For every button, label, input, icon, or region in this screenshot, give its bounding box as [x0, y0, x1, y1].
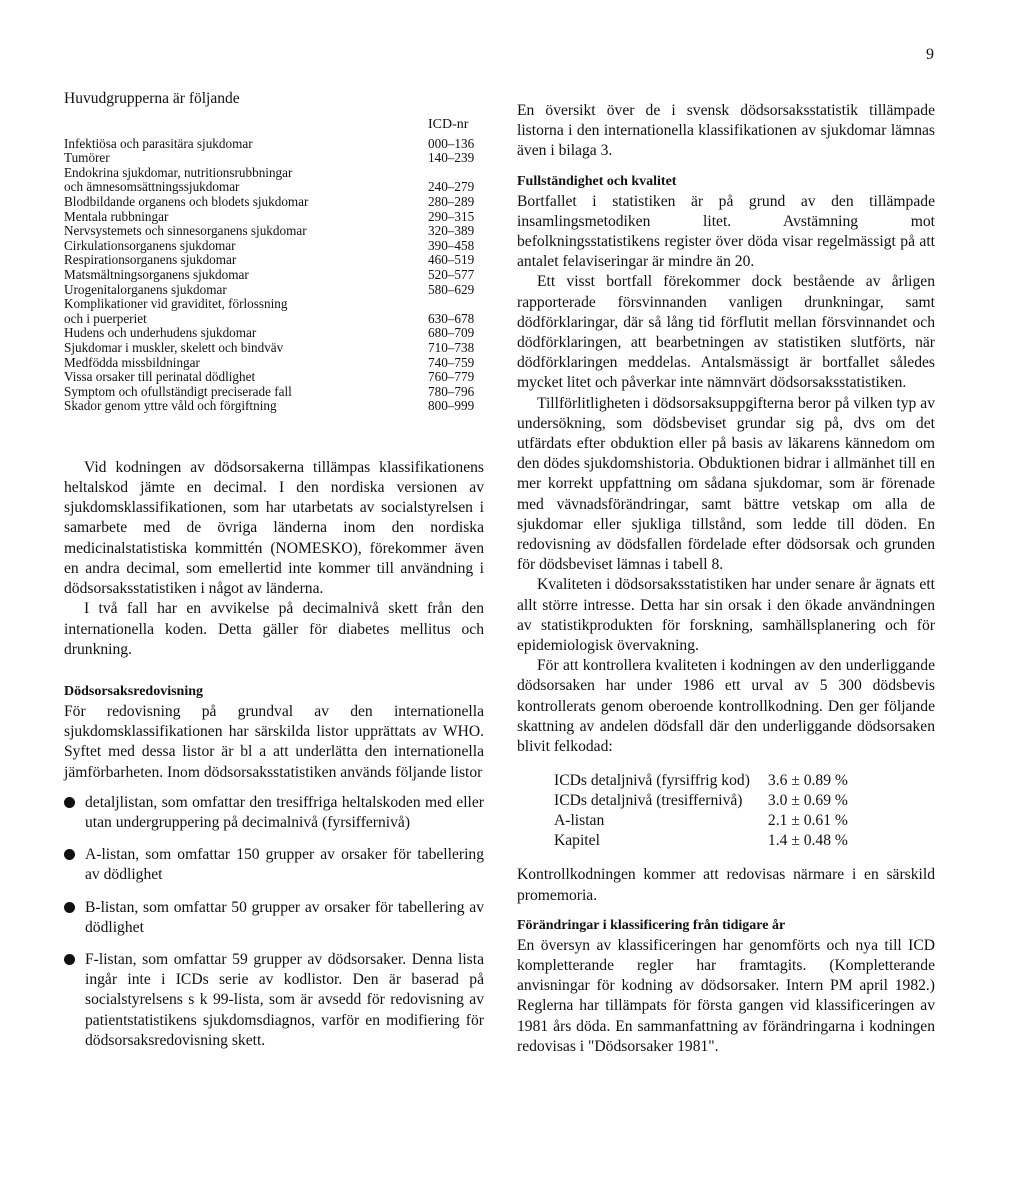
quality-value: 2.1 ± 0.61 %	[767, 812, 848, 830]
diagnosis-group-name: Skador genom yttre våld och förgiftning	[64, 398, 277, 414]
table-header-row	[64, 118, 494, 137]
subheading-fullstandighet: Fullständighet och kvalitet	[517, 173, 677, 189]
icd-table-body	[64, 137, 494, 414]
table-row	[64, 224, 494, 239]
right-column	[517, 101, 935, 1057]
quality-label: ICDs detaljnivå (fyrsiffrig kod)	[554, 772, 750, 790]
diagnosis-group-name: Infektiösa och parasitära sjukdomar	[64, 135, 253, 151]
subheading-forandringar: Förändringar i klassificering från tidigare år	[517, 917, 786, 933]
paragraph: För redovisning på grundval av den internationella sjukdomsklassifikationen har särskilda listor upprättats av WHO. Syftet med dessa listor är bl a att underlätta den internationella jämförbarheten. Inom dödsorsaksstatistiken används följande listor	[64, 702, 484, 781]
icd-code-range: 780–796	[428, 383, 475, 399]
icd-code-range: 280–289	[428, 193, 475, 209]
table-row	[64, 312, 494, 327]
table-row	[554, 791, 848, 811]
table-row	[64, 137, 494, 152]
table-row	[64, 253, 494, 268]
page-number: 9	[926, 46, 934, 63]
diagnosis-group-name: och ämnesomsättningssjukdomar	[64, 179, 240, 195]
icd-code-range: 290–315	[428, 208, 475, 224]
icd-code-range: 460–519	[428, 252, 475, 268]
paragraph: Vid kodningen av dödsorsakerna tillämpas klassifikationens heltalskod jämte en decimal. I den nordiska versionen av sjukdomsklassifikationen, som har utarbetats av socialstyrelsen i samarbete med de övriga länderna inom den nordiska medicinalstatistiska kommittén (NOMESKO), förekommer även en andra decimal, som emellertid inte kommer till användning i dödsorsaksstatistiken i något av länderna.	[64, 458, 484, 598]
paragraph: En översikt över de i svensk dödsorsaksstatistik tillämpade listorna i den internationella klassifikationen av sjukdomar lämnas även i bilaga 3.	[517, 102, 935, 160]
diagnosis-group-name: och i puerperiet	[64, 310, 147, 326]
paragraph: I två fall har en avvikelse på decimalnivå skett från den internationella koden. Detta gäller för diabetes mellitus och drunkning.	[64, 600, 484, 658]
icd-code-range: 580–629	[428, 281, 475, 297]
quality-label: ICDs detaljnivå (tresiffernivå)	[554, 792, 743, 810]
table-row	[64, 151, 494, 166]
table-row	[554, 831, 848, 851]
section-heading: Huvudgrupperna är följande	[64, 90, 240, 107]
table-row	[64, 341, 494, 356]
diagnosis-group-name: Urogenitalorganens sjukdomar	[64, 281, 227, 297]
icd-code-range: 320–389	[428, 223, 475, 239]
icd-code-range: 740–759	[428, 354, 475, 370]
icd-code-range: 520–577	[428, 266, 475, 282]
table-row	[64, 180, 494, 195]
paragraph: Tillförlitligheten i dödsorsaksuppgifterna beror på vilken typ av undersökning, som dödsbeviset grundar sig på, dvs om det utfärdats efter obduktion eller på basis av läkarens kännedom om den dödes sjukdomshistoria. Obduktionen bidrar i allmänhet till en mer korrekt uppfattning om sådana sjukdomar, som är förenade med vävnadsförändringar, samt bättre vetskap om alla de sjukdomar eller sjukliga tillstånd, som ledde till döden. En redovisning av dödsfallen fördelade efter dödsorsak och grunden för dödsbeviset lämnas i tabell 8.	[517, 394, 935, 574]
icd-column-header: ICD-nr	[428, 117, 469, 132]
list-item	[64, 845, 484, 885]
quality-value: 3.0 ± 0.69 %	[767, 792, 848, 810]
table-row	[64, 210, 494, 225]
list-item	[64, 950, 484, 1051]
diagnosis-group-name: Nervsystemets och sinnesorganens sjukdomar	[64, 223, 307, 239]
table-row	[64, 370, 494, 385]
bullet-icon	[64, 954, 75, 965]
diagnosis-group-name: Vissa orsaker till perinatal dödlighet	[64, 369, 256, 385]
icd-code-range: 710–738	[428, 339, 475, 355]
table-row	[64, 166, 494, 181]
quality-value: 1.4 ± 0.48 %	[767, 832, 848, 850]
table-row	[554, 771, 848, 791]
diagnosis-group-name: Matsmältningsorganens sjukdomar	[64, 266, 249, 282]
bullet-icon	[64, 849, 75, 860]
bullet-list	[64, 793, 484, 1051]
icd-code-range	[416, 166, 494, 181]
diagnosis-group-name: Cirkulationsorganens sjukdomar	[64, 237, 236, 253]
icd-code-range: 630–678	[428, 310, 475, 326]
diagnosis-group-name: Mentala rubbningar	[64, 208, 169, 224]
list-item	[64, 898, 484, 938]
diagnosis-group-name: Blodbildande organens och blodets sjukdomar	[64, 193, 309, 209]
subheading-dodsorsaksredovisning: Dödsorsaksredovisning	[64, 683, 204, 699]
paragraph: Kontrollkodningen kommer att redovisas närmare i en särskild promemoria.	[517, 866, 935, 904]
bullet-icon	[64, 797, 75, 808]
table-row	[64, 326, 494, 341]
quality-label: A-listan	[554, 812, 605, 830]
diagnosis-group-name: Komplikationer vid graviditet, förlossning	[64, 296, 288, 312]
table-row	[64, 356, 494, 371]
diagnosis-group-name: Symptom och ofullständigt preciserade fall	[64, 383, 292, 399]
diagnosis-group-name: Sjukdomar i muskler, skelett och bindväv	[64, 339, 284, 355]
icd-code-range: 800–999	[428, 398, 475, 414]
icd-code-range: 140–239	[428, 150, 475, 166]
quality-label: Kapitel	[554, 832, 600, 850]
table-row	[64, 385, 494, 400]
table-row	[64, 239, 494, 254]
paragraph: Ett visst bortfall förekommer dock bestående av årligen rapporterade försvinnanden vanligen drunkningar, samt dödförklaringar, där så lång tid förflutit mellan försvinnandet och dödförklaringen, att bearbetningen av statistiken slutförts, när dödförklaringen meddelas. Antalsmässigt är bortfallet således mycket litet och påverkar inte nämnvärt dödsorsaksstatistiken.	[517, 273, 935, 392]
diagnosis-group-name: Hudens och underhudens sjukdomar	[64, 325, 257, 341]
icd-code-range: 760–779	[428, 369, 475, 385]
quality-table	[554, 771, 848, 851]
table-row	[64, 268, 494, 283]
icd-groups-table	[64, 118, 494, 414]
list-item-text: detaljlistan, som omfattar den tresiffriga heltalskoden med eller utan undergruppering på decimalnivå (fyrsiffernivå)	[85, 793, 484, 831]
icd-code-range: 240–279	[428, 179, 475, 195]
paragraph: Bortfallet i statistiken är på grund av den tillämpade insamlingsmetodiken litet. Avstämning mot befolkningsstatistikens register över döda visar regelmässigt på att antalet felaviseringar är mindre än 20.	[517, 192, 935, 271]
table-row	[64, 297, 494, 312]
diagnosis-group-name: Respirationsorganens sjukdomar	[64, 252, 237, 268]
paragraph: En översyn av klassificeringen har genomförts och nya till ICD kompletterande regler har framtagits. (Kompletterande anvisningar för kodning av dödsorsaker. Intern PM april 1982.) Reglerna har tillämpats för första gangen vid klassificeringen av 1981 års döda. En sammanfattning av förändringarna i kodningen redovisas i "Dödsorsaker 1981".	[517, 936, 935, 1055]
icd-code-range: 680–709	[428, 325, 475, 341]
icd-code-range: 390–458	[428, 237, 475, 253]
list-item	[64, 793, 484, 833]
diagnosis-group-name: Medfödda missbildningar	[64, 354, 200, 370]
list-item-text: A-listan, som omfattar 150 grupper av orsaker för tabellering av dödlighet	[85, 846, 484, 884]
icd-code-range	[416, 297, 494, 312]
list-item-text: B-listan, som omfattar 50 grupper av orsaker för tabellering av dödlighet	[85, 898, 484, 936]
bullet-icon	[64, 902, 75, 913]
table-row	[64, 399, 494, 414]
diagnosis-group-name: Endokrina sjukdomar, nutritionsrubbningar	[64, 164, 293, 180]
table-row	[64, 283, 494, 298]
paragraph: För att kontrollera kvaliteten i kodningen av den underliggande dödsorsaken har under 1986 ett urval av 5 300 dödsbevis kontrollerats genom oberoende kontrollkodning. Den ger följande skattning av andelen dödsfall där den underliggande dödsorsaken blivit felkodad:	[517, 657, 935, 756]
quality-value: 3.6 ± 0.89 %	[767, 772, 848, 790]
table-row	[554, 811, 848, 831]
diagnosis-group-name: Tumörer	[64, 150, 110, 166]
paragraph: Kvaliteten i dödsorsaksstatistiken har under senare år ägnats ett allt större intresse. Detta har sin orsak i den ökade användningen av statistikprodukten för forskning, samhällsplanering och för epidemiologisk övervakning.	[517, 576, 935, 655]
icd-code-range: 000–136	[428, 135, 475, 151]
table-row	[64, 195, 494, 210]
left-column	[64, 90, 484, 1063]
list-item-text: F-listan, som omfattar 59 grupper av dödsorsaker. Denna lista ingår inte i ICDs serie av kodlistor. Den är baserad på socialstyrelsens s k 99-lista, som är avsedd för redovisning av patientstatistikens sjukdomsdiagnos, varför en modifiering för dödsorsaksredovisning skett.	[85, 950, 484, 1049]
